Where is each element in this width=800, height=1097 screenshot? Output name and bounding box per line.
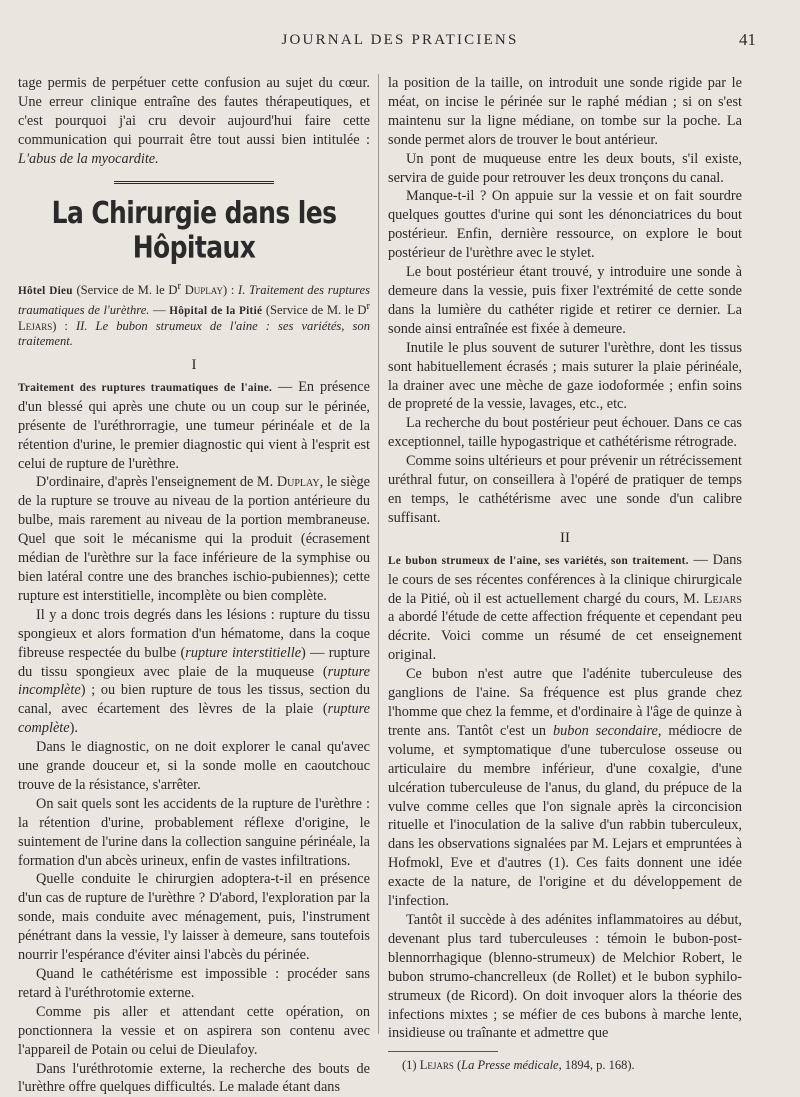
page-number: 41 bbox=[739, 30, 756, 49]
footnote: (1) Lejars (La Presse médicale, 1894, p. 168). bbox=[402, 1058, 635, 1073]
paragraph: Le bubon strumeux de l'aine, ses variétés, son traitement. — Dans le cours de ses récentes conférences à la clinique chirurgicale de la Pitié, où il est actuellement chargé du cours, M. Lejars a abordé l'étude de cette affection fréquente et cependant peu décrite. Voici comme un résumé de cet enseignement original. bbox=[388, 551, 742, 664]
column-divider bbox=[378, 74, 379, 1034]
paragraph: la position de la taille, on introduit une sonde rigide par le méat, on incise le périnée sur le raphé médian ; si on s'est maintenu sur la ligne médiane, on tombe sur la poche. La sonde permet alors de trouver le bout antérieur. bbox=[388, 75, 742, 148]
paragraph: Ce bubon n'est autre que l'adénite tuberculeuse des ganglions de l'aine. Sa fréquence est plus grande chez l'homme que chez la femme, et d'ordinaire à l'âge de quinze à trente ans. Tantôt c'est un bubon secondaire, médiocre de volume, et symptomatique d'une tuberculose osseuse ou articulaire du membre inférieur, d'une coxalgie, d'une ulcération tuberculeuse de l'anus, du gland, du prépuce de la vulve comme celles que l'on signale après la circoncision rituelle et l'inoculation de la salive d'un rabbin tuberculeux, dans les observations signalées par M. Lejars et empruntées à Hofmokl, Eve et d'autres (1). Ces faits donnent une idée exacte de la nature, de l'origine et du développement de l'infection. bbox=[388, 666, 742, 910]
paragraph: Traitement des ruptures traumatiques de l'aine. — En présence d'un blessé qui après une chute ou un coup sur le périnée, présente de l'uréthrorragie, une tumeur périnéale et de la rétention d'urine, le premier diagnostic qui vient à l'esprit est celui de rupture de l'urèthre. bbox=[18, 378, 370, 472]
section-subtitle: Hôtel Dieu (Service de M. le $D^r$ Duplay) : I. Traitement des ruptures traumatiques de l'urèthre. — Hôpital de la Pitié (Service de M. le $D^r$ Lejars) : II. Le bubon strumeux de l'aine : ses variétés, son traitement. bbox=[18, 280, 371, 348]
paragraph: Dans le diagnostic, on ne doit explorer le canal qu'avec une grande douceur et, si la sonde molle en caoutchouc trouve de la résistance, s'arrêter. bbox=[18, 739, 370, 793]
right-column bbox=[388, 74, 742, 1075]
paragraph: La recherche du bout postérieur peut échouer. Dans ce cas exceptionnel, taille hypogastrique et cathétérisme rétrograde. bbox=[388, 415, 742, 451]
section-title: La Chirurgie dans les Hôpitaux bbox=[51, 194, 337, 265]
footnote-rule bbox=[388, 1051, 498, 1052]
left-column bbox=[18, 74, 370, 1097]
paragraph: tage permis de perpétuer cette confusion au sujet du cœur. Une erreur clinique entraîne des fautes thérapeutiques, et c'est pourquoi j'ai cru devoir aujourd'hui faire cette communication qui pourrait être tout aussi bien intitulée : L'abus de la myocardite. bbox=[18, 75, 370, 167]
paragraph: Il y a donc trois degrés dans les lésions : rupture du tissu spongieux et alors formation d'un hématome, dans la coque fibreuse respectée du bulbe (rupture interstitielle) — rupture du tissu spongieux avec plaie de la muqueuse (rupture incomplète) ; ou bien rupture de tous les tissus, section du canal, avec écartement des lèvres de la plaie (rupture complète). bbox=[18, 606, 371, 737]
page-header bbox=[0, 28, 800, 58]
journal-title: JOURNAL DES PRATICIENS bbox=[281, 32, 519, 48]
paragraph: Le bout postérieur étant trouvé, y introduire une sonde à demeure dans la vessie, puis fixer l'extrémité de cette sonde dans la lumière du cathéter rigide et retirer ce dernier. La sonde ainsi entraînée est fixée à demeure. bbox=[388, 264, 742, 337]
section-number: I bbox=[191, 356, 197, 373]
paragraph: Comme soins ultérieurs et pour prévenir un rétrécissement uréthral futur, on conseillera à l'opéré de pratiquer de temps en temps, le cathétérisme avec une sonde d'un calibre suffisant. bbox=[388, 453, 742, 526]
paragraph: D'ordinaire, d'après l'enseignement de M. Duplay, le siège de la rupture se trouve au niveau de la portion antérieure du bulbe, mais rarement au niveau de la portion membraneuse. Quel que soit le mécanisme qui la produit (écrasement médian de l'urèthre sur la face inférieure de la symphise ou bien latéral contre une des branches ischio-pubiennes); cette rupture est interstitielle, incomplète ou bien complète. bbox=[18, 474, 370, 604]
italic-title: L'abus de la myocardite. bbox=[18, 150, 159, 167]
paragraph: Manque-t-il ? On appuie sur la vessie et on fait sourdre quelques gouttes d'urine qui sont les dénonciatrices du bout postérieur. Enfin, dernière ressource, on explore le bout postérieur de l'urèthre avec le stylet. bbox=[388, 188, 742, 262]
paragraph: Dans l'uréthrotomie externe, la recherche des bouts de l'urèthre offre quelques difficultés. Le malade étant dans bbox=[18, 1060, 370, 1096]
paragraph: On sait quels sont les accidents de la rupture de l'urèthre : la rétention d'urine, probablement réflexe d'origine, le suintement de l'urine dans la collection sanguine périnéale, la formation d'un abcès urineux, enfin de vastes infiltrations. bbox=[18, 795, 370, 869]
paragraph: Tantôt il succède à des adénites inflammatoires au début, devenant plus tard tuberculeuses : témoin le bubon-post-blennorrhagique (blenno-strumeux) de Melchior Robert, le bubon strumo-chancrelleux (de Rollet) et le bubon syphilo-strumeux (de Ricord). On doit invoquer alors la théorie des infections mixtes ; se méfier de ces bubons à marche lente, insidieuse ou traînante et admettre que bbox=[388, 911, 742, 1042]
ornament-rule bbox=[114, 181, 274, 187]
paragraph: Inutile le plus souvent de suturer l'urèthre, dont les tissus sont habituellement écrasés ; mais suturer la plaie périnéale, la drainer avec une mèche de gaze iodoformée ; enfin soins de propreté de la vessie, lavages, etc., etc. bbox=[388, 339, 742, 413]
paragraph: Un pont de muqueuse entre les deux bouts, s'il existe, servira de guide pour retrouver les deux tronçons du canal. bbox=[388, 150, 742, 186]
paragraph: Quand le cathétérisme est impossible : procéder sans retard à l'uréthrotomie externe. bbox=[18, 966, 370, 1001]
section-number: II bbox=[560, 529, 570, 546]
paragraph: Comme pis aller et attendant cette opération, on ponctionnera la vessie et on aspirera son contenu avec l'appareil de Potain ou celui de Dieulafoy. bbox=[18, 1003, 370, 1058]
paragraph: Quelle conduite le chirurgien adoptera-t-il en présence d'un cas de rupture de l'urèthre ? D'abord, l'exploration par la sonde, mais conduite avec ménagement, puis, l'instrument pénétrant dans la vessie, l'y laisser à demeure, sans toutefois nourrir l'espérance d'éviter ainsi l'abcès du périnée. bbox=[18, 871, 370, 964]
